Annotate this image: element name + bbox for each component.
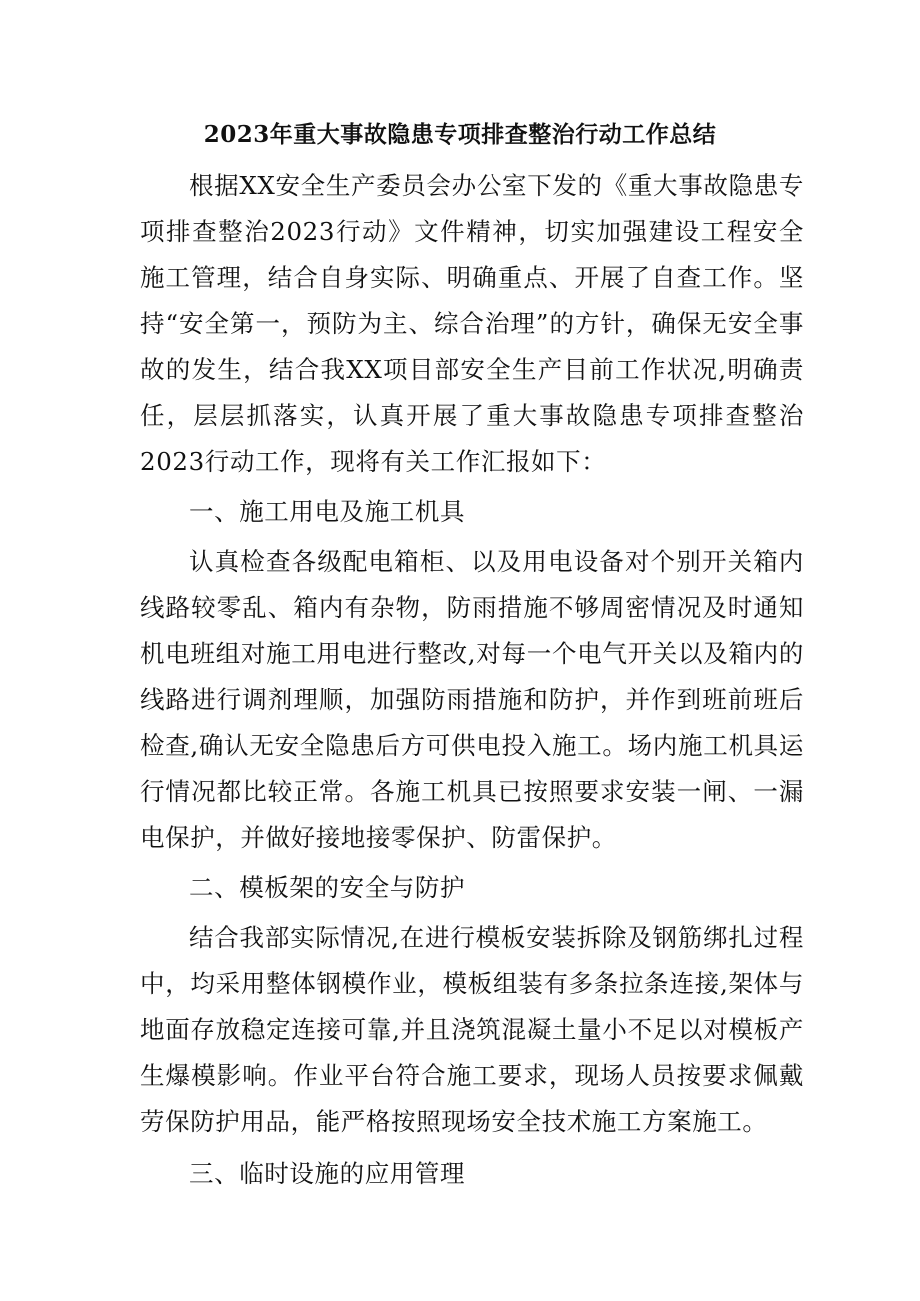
intro-paragraph: 根据XX安全生产委员会办公室下发的《重大事故隐患专项排查整治2023行动》文件精神，切实加强建设工程安全施工管理，结合自身实际、明确重点、开展了自查工作。坚持“安全第一，预防为主、综合治理”的方针，确保无安全事故的发生，结合我XX项目部安全生产目前工作状况,明确责任，层层抓落实，认真开展了重大事故隐患专项排查整治2023行动工作，现将有关工作汇报如下： (140, 171, 804, 476)
section-heading-2: 二、模板架的安全与防护 (189, 873, 466, 902)
section-body-2: 结合我部实际情况,在进行模板安装拆除及钢筋绑扎过程中，均采用整体钢模作业，模板组装有多条拉条连接,架体与地面存放稳定连接可靠,并且浇筑混凝土量小不足以对模板产生爆模影响。作业平台符合施工要求，现场人员按要求佩戴劳保防护用品，能严格按照现场安全技术施工方案施工。 (140, 923, 804, 1136)
section-heading-1: 一、施工用电及施工机具 (189, 497, 466, 526)
document-title: 2023年重大事故隐患专项排查整治行动工作总结 (203, 121, 717, 148)
section-heading-3: 三、临时设施的应用管理 (189, 1159, 466, 1188)
section-body-1: 认真检查各级配电箱柜、以及用电设备对个别开关箱内线路较零乱、箱内有杂物，防雨措施不够周密情况及时通知机电班组对施工用电进行整改,对每一个电气开关以及箱内的线路进行调剂理顺，加强防雨措施和防护，并作到班前班后检查,确认无安全隐患后方可供电投入施工。场内施工机具运行情况都比较正常。各施工机具已按照要求安装一闸、一漏电保护，并做好接地接零保护、防雷保护。 (140, 547, 804, 852)
document-body (140, 163, 804, 1197)
